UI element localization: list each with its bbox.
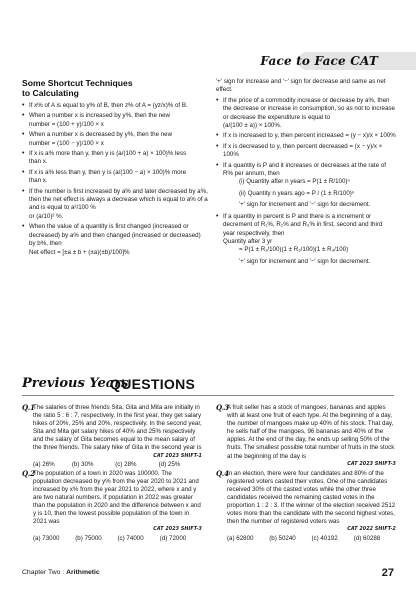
question-text: The salaries of three friends Sita, Gita and Mita are initially in the ratio 5 : 6 : 7, respectively. In the first year, they get salary hikes of 20%, 25% and 20%, respectively. In the second year, Sita and Mita get salary hikes of 40% and 25% respectively and the salary of Gita becomes equal to the mean salary of the three friends. The salary hike of Gita in the second year is (33, 404, 202, 452)
options (227, 535, 396, 543)
bullet-1: • If x% of A is equal to y% of B, then z% of A = (yz/x)% of B. (22, 102, 208, 110)
question-3 (216, 404, 396, 469)
question-number: Q.4 (216, 468, 230, 478)
exam-tag: CAT 2022 SHIFT-2 (347, 527, 396, 533)
bullet-three-years: • If a quantity in percent is P and there is a increment or decrement of R₁%, R₂% and R₃% in first, second and third year respectively, then Quantity after 3 yr = P(1 ± R₁/100)(1 ± R₂/100)(1 ± R₃/100) '+' sign for increment and '−' sign for decrement. (216, 213, 396, 266)
bullet-5: • If x is a% less than y, then y is (a/(100 − a) × 100)% more than x. (22, 169, 208, 186)
bullet-6: • If the number is first increased by a% and later decreased by a%, then the net effect is always a decrease which is equal to a% of a and is equal to a²/100 % or (a/10)² %. (22, 188, 208, 222)
bullet-3: • When a number x is decreased by y%, then the new number = (100 − y)/100 × x (22, 131, 208, 148)
bullet-consumption: • If the price of a commodity increase or decrease by a%, then the decrease or increase in consumption, so as not to increase or decrease the expenditure is equal to (a/(100 ± a)) × 100%. (216, 97, 396, 131)
bullet-2: • When a number x is increased by y%, then the new number = (100 + y)/100 × x (22, 112, 208, 129)
option-d: (d) 72000 (159, 534, 187, 542)
shortcut-heading: Some Shortcut Techniques to Calculating (22, 78, 133, 98)
page-number: 27 (381, 567, 394, 579)
chapter-label: Chapter Two : Arithmetic (22, 569, 100, 576)
question-number: Q.1 (22, 403, 36, 412)
question-1 (22, 404, 202, 469)
option-c: (c) 74000 (117, 534, 144, 542)
question-4 (216, 470, 396, 543)
page-footer (22, 566, 394, 580)
option-b: (b) 50240 (269, 534, 296, 542)
options (33, 535, 202, 543)
book-title: Face to Face CAT (260, 54, 378, 68)
right-column (216, 78, 396, 269)
bullet-7: • When the value of a quantity is first changed (increased or decreased) by a% and then changed (increased or decreased) by b%, then Net effect = [±a ± b + (±a)(±b)/100]% (22, 223, 208, 257)
banner-label-a: Previous Years (22, 376, 129, 391)
bullet-per-annum: • If a quantity is P and it increases or decreases at the rate of R% per annum, then (i) Quantity after n years = P(1 ± R/100)ⁿ (ii) Quantity n years ago = P / (1 ± R/100)ⁿ '+' sign for increment and '−' sign for decrement. (216, 162, 396, 210)
banner-rule (22, 395, 394, 396)
sign-note: '+' sign for increase and '−' sign for decrease and same as net effect. (216, 78, 386, 94)
option-c: (c) 28% (115, 460, 137, 468)
page-header (0, 0, 416, 74)
option-d: (d) 60288 (353, 534, 381, 542)
bullet-percent-increase: • If x is increased to y, then percent increased = (y − x)/x × 100% (216, 132, 396, 140)
question-number: Q.3 (216, 403, 230, 412)
banner-label-b: QUESTIONS (110, 376, 196, 392)
question-text: The population of a town in 2020 was 100000. The population decreased by y% from the year 2020 to 2021 and increased by x% from the year 2021 to 2022, where x and y are two natural numbers. If population in 2022 was greater than the population in 2020 and the difference between x and y is 10, then the lowest possible population of the town in 2021 was (33, 469, 201, 526)
left-column (22, 78, 208, 259)
questions-right (216, 404, 396, 544)
questions-left (22, 404, 202, 544)
option-d: (d) 25% (158, 460, 181, 468)
option-a: (a) 26% (33, 460, 55, 468)
question-number: Q.2 (22, 468, 36, 478)
option-a: (a) 73000 (33, 534, 60, 542)
exam-tag: CAT 2023 SHIFT-3 (347, 461, 396, 467)
exam-tag: CAT 2023 SHIFT-1 (153, 453, 202, 459)
exam-tag: CAT 2023 SHIFT-3 (153, 527, 202, 533)
option-c: (c) 40192 (311, 534, 338, 542)
option-a: (a) 62800 (227, 534, 254, 542)
previous-years-banner (22, 374, 394, 396)
bullet-4: • If x is a% more than y, then y is (a/(100 + a) × 100)% less than x. (22, 150, 208, 167)
question-text: A fruit seller has a stock of mangoes, bananas and apples with at least one fruit of each type. At the beginning of a day, the number of mangoes make up 40% of his stock. That day, he sells half of the mangoes, 96 bananas and 40% of the apples. At the end of the day, he ends up selling 50% of the fruits. The smallest possible total number of fruits in the stock at the beginning of the day is (227, 404, 395, 460)
question-2 (22, 470, 202, 543)
option-b: (b) 30% (71, 460, 94, 468)
option-b: (b) 75000 (75, 534, 102, 542)
question-text: In an election, there were four candidates and 80% of the registered voters casted their votes. One of the candidates received 30% of the casted votes while the other three candidates received the remaining casted votes in the proportion 1 : 2 : 3. If the winner of the election received 2512 votes more than the candidate with the second highest votes, then the number of registered voters was (227, 469, 396, 526)
bullet-percent-decrease: • If x is decreased to y, then percent decreased = (x − y)/x × 100% (216, 143, 396, 160)
options (33, 461, 202, 469)
